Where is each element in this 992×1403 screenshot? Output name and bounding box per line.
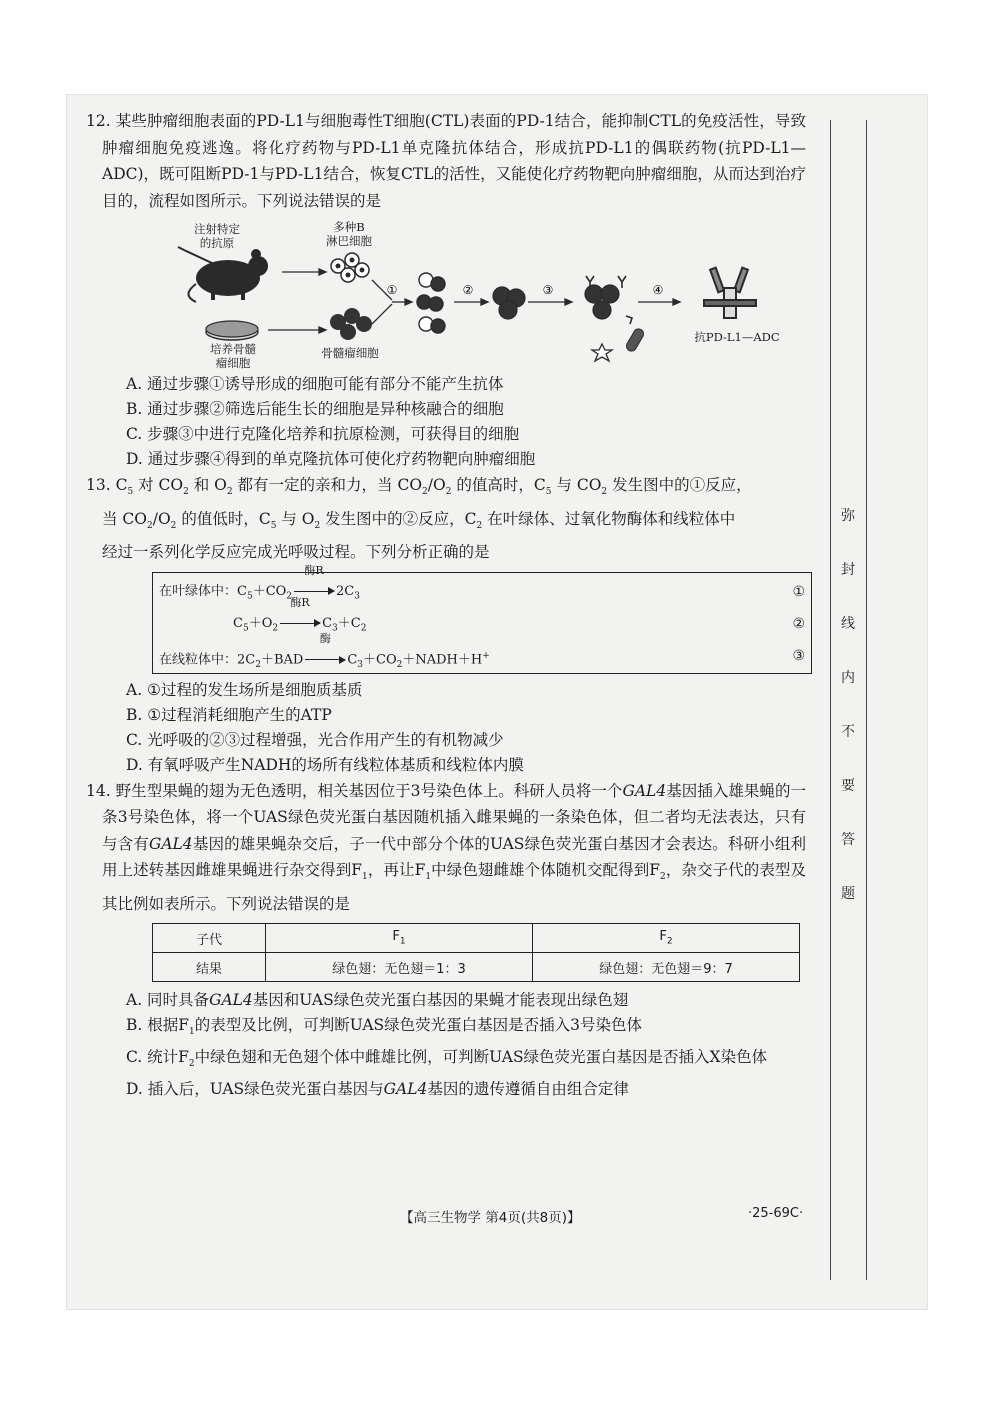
step-1-label: ① (386, 283, 398, 297)
q12-option-b: B. 通过步骤②筛选后能生长的细胞是异种核融合的细胞 (126, 400, 504, 418)
question-13-stem-line2: 当 $CO_2/O_2$ 的值低时，$C_5$ 与 $O_2$ 发生图中的②反应，$C_2$ 在叶绿体、过氧化物酶体和线粒体中 (102, 509, 736, 531)
q13-option-c: C. 光呼吸的②③过程增强，光合作用产生的有机物减少 (126, 730, 504, 749)
culture-myeloma-label: 培养骨髓 瘤细胞 (210, 342, 256, 370)
q12-option-c: C. 步骤③中进行克隆化培养和抗原检测，可获得目的细胞 (126, 425, 520, 443)
q13-option-a: A. ①过程的发生场所是细胞质基质 (126, 680, 363, 699)
page-footer: 【高三生物学 第4页(共8页)】 (400, 1210, 581, 1226)
adc-product-label: 抗PD-L1—ADC (694, 330, 780, 344)
drug-capsule-icon (625, 327, 646, 353)
seal-line-left (830, 120, 831, 1280)
table-header-cell: $F_2$ (533, 924, 800, 953)
q12-option-a: A. 通过步骤①诱导形成的细胞可能有部分不能产生抗体 (126, 375, 504, 393)
table-cell: 绿色翅：无色翅＝1：3 (266, 953, 533, 982)
table-header-row (153, 924, 800, 953)
q14-option-b: B. 根据$F_1$的表型及比例，可判断UAS绿色荧光蛋白基因是否插入3号染色体 (126, 1016, 642, 1038)
monoclonal-antibody-flow-diagram (86, 220, 806, 370)
table-row (153, 953, 800, 982)
q14-option-c: C. 统计$F_2$中绿色翅和无色翅个体中雌雄比例，可判断UAS绿色荧光蛋白基因是否插入X染色体 (126, 1048, 768, 1070)
table-cell: 结果 (153, 953, 266, 982)
q13-option-d: D. 有氧呼吸产生NADH的场所有线粒体基质和线粒体内膜 (126, 755, 524, 774)
b-cells-label: 多种B 淋巴细胞 (326, 220, 372, 248)
drug-star-icon (592, 344, 612, 361)
reaction-box (152, 563, 812, 674)
myeloma-label: 骨髓瘤细胞 (321, 346, 379, 360)
question-12-stem: 12. 某些肿瘤细胞表面的PD-L1与细胞毒性T细胞(CTL)表面的PD-1结合，能抑制CTL的免疫活性，导致肿瘤细胞免疫逃逸。将化疗药物与PD-L1单克隆抗体结合，形成抗PD-L1的偶联药物(抗PD-L1—ADC)，既可阻断PD-1与PD-L1结合，恢复CTL的活性，又能使化疗药物靶向肿瘤细胞，从而达到治疗目的，流程如图所示。下列说法错误的是 (86, 112, 806, 210)
offspring-results-table (152, 923, 800, 982)
hybridoma-cells (493, 287, 525, 319)
step-4-label: ④ (652, 283, 664, 297)
fused-cells (417, 273, 445, 333)
antibody-producing-cells (585, 285, 619, 319)
reaction-2: $C_5+O_2$ 酶R $C_3+C_2$ ② (233, 595, 805, 634)
question-13-stem-line1: 13. $C_5$ 对 $CO_2$ 和 $O_2$ 都有一定的亲和力，当 $CO_2/O_2$ 的值高时，$C_5$ 与 $CO_2$ 发生图中的①反应， (86, 476, 752, 498)
question-13-stem-line3: 经过一系列化学反应完成光呼吸过程。下列分析正确的是 (102, 543, 490, 562)
table-header-cell: $F_1$ (266, 924, 533, 953)
adc-antibody-icon (704, 268, 756, 318)
table-header-cell: 子代 (153, 924, 266, 953)
seal-notice: 弥 封 线 内 不 要 答 题 (841, 508, 855, 902)
paper-code: ·25-69C· (748, 1206, 804, 1221)
myeloma-cells (330, 308, 372, 340)
question-14-stem: 14. 野生型果蝇的翅为无色透明，相关基因位于3号染色体上。科研人员将一个GAL4基因插入雄果蝇的一条3号染色体，将一个UAS绿色荧光蛋白基因随机插入雌果蝇的一条染色体，但二者均无法表达，只有与含有GAL4基因的雄果蝇杂交后，子一代中部分个体的UAS绿色荧光蛋白基因才会表达。科研小组利用上述转基因雌雄果蝇进行杂交得到$F_1$，再让$F_1$中绿色翅雌雄个体随机交配得到$F_2$，杂交子代的表型及其比例如表所示。下列说法错误的是 (86, 781, 806, 913)
q13-option-b: B. ①过程消耗细胞产生的ATP (126, 705, 332, 724)
page-content (86, 108, 806, 1102)
q14-option-a: A. 同时具备GAL4基因和UAS绿色荧光蛋白基因的果蝇才能表现出绿色翅 (126, 991, 629, 1010)
petri-dish-icon (206, 321, 258, 340)
table-cell: 绿色翅：无色翅＝9：7 (533, 953, 800, 982)
q12-option-d: D. 通过步骤④得到的单克隆抗体可使化疗药物靶向肿瘤细胞 (126, 450, 536, 468)
step-3-label: ③ (542, 283, 554, 297)
step-2-label: ② (462, 283, 474, 297)
seal-line-right (866, 120, 867, 1280)
reaction-3: 在线粒体中：$2C_2+BAD$ 酶 $C_3+CO_2+NADH+H^+$ ③ (159, 632, 805, 670)
inject-antigen-label: 注射特定 的抗原 (194, 222, 240, 250)
q14-option-d: D. 插入后，UAS绿色荧光蛋白基因与GAL4基因的遗传遵循自由组合定律 (126, 1080, 629, 1099)
reaction-1: 在叶绿体中：$C_5+CO_2$ 酶R $2C_3$ ① (159, 563, 805, 602)
